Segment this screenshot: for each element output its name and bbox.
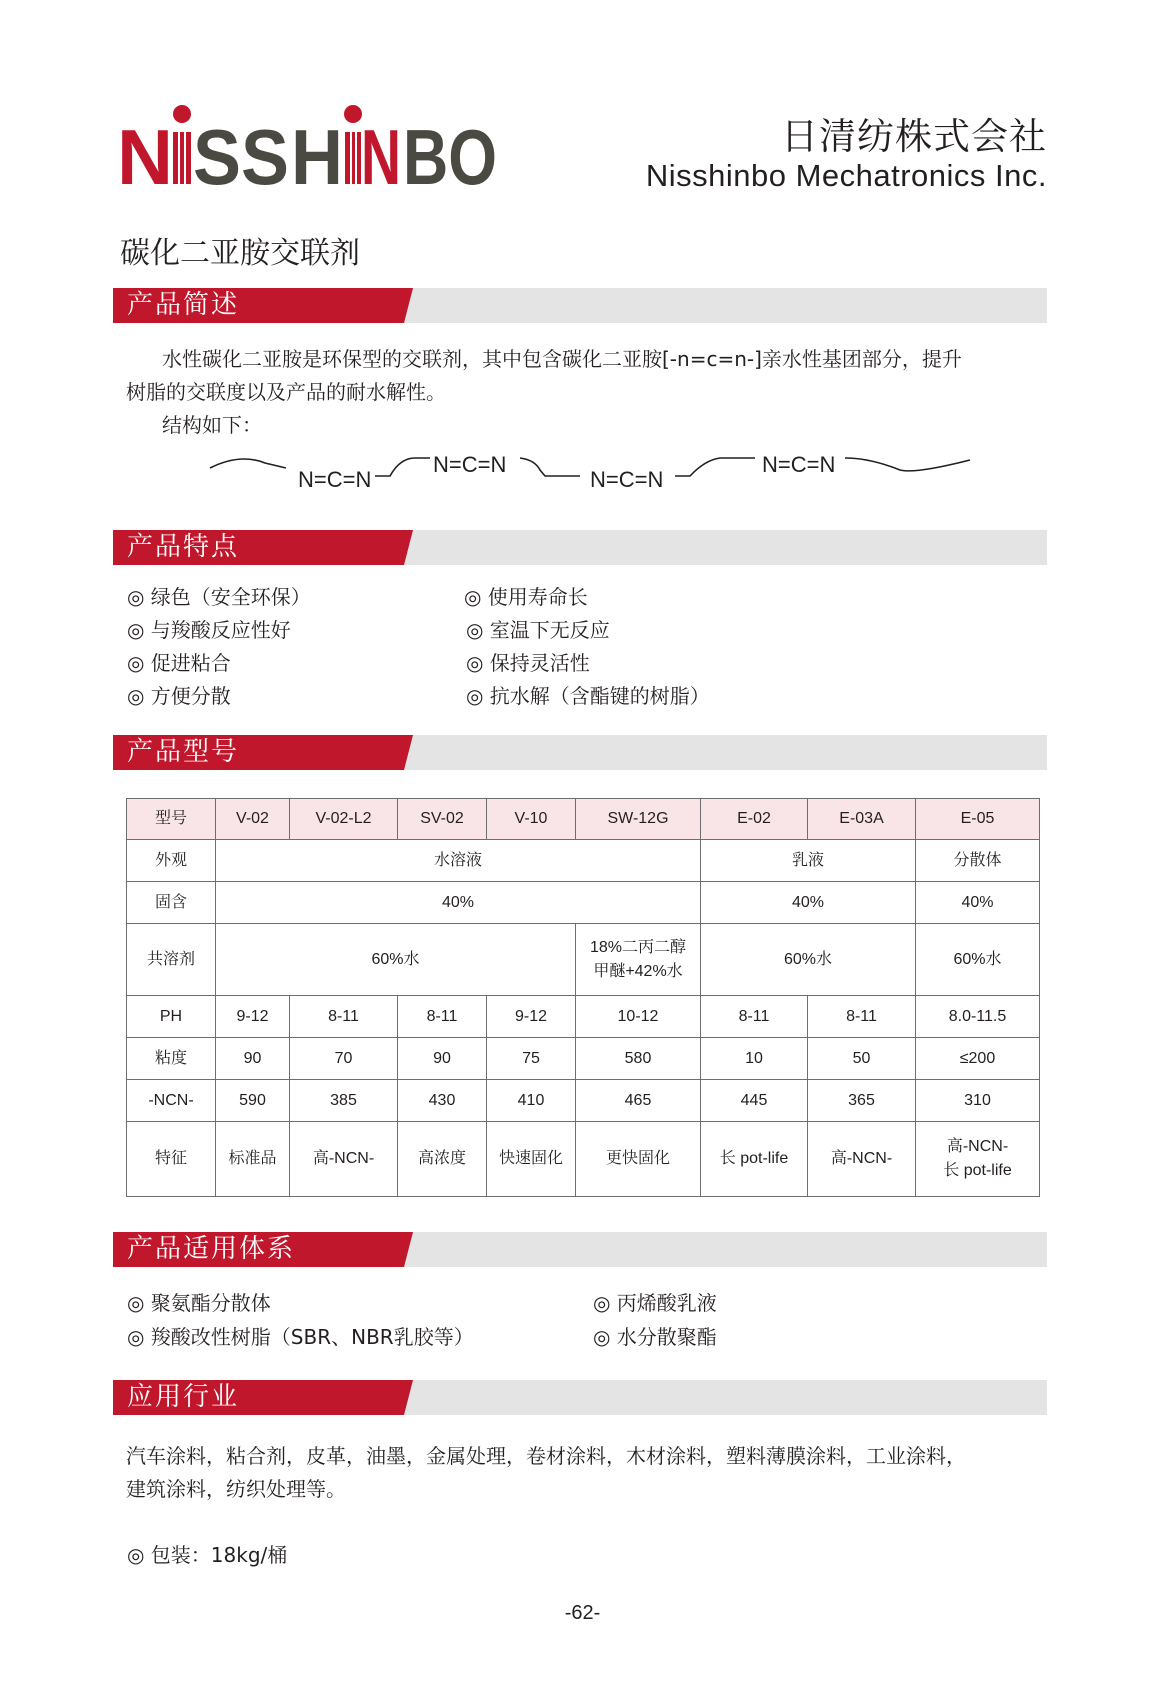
table-cell: 更快固化 xyxy=(576,1122,701,1197)
feature-item: ◎ 使用寿命长 xyxy=(464,585,588,609)
table-cell: 长 pot-life xyxy=(701,1122,808,1197)
table-cell: 75 xyxy=(487,1038,576,1080)
table-cell: 60%水 xyxy=(701,924,916,996)
product-title: 碳化二亚胺交联剂 xyxy=(120,236,360,271)
formula-ncn-2: N=C=N xyxy=(433,452,507,477)
company-name-jp: 日清纺株式会社 xyxy=(781,115,1047,158)
table-cell: 70 xyxy=(290,1038,398,1080)
cell-line: 长 pot-life xyxy=(943,1162,1012,1179)
svg-text:N: N xyxy=(117,113,173,201)
overview-line-1: 水性碳化二亚胺是环保型的交联剂，其中包含碳化二亚胺[-n=c=n-]亲水性基团部分，提升 xyxy=(162,347,962,371)
table-cell: 8-11 xyxy=(398,996,487,1038)
overview-line-2: 树脂的交联度以及产品的耐水解性。 xyxy=(126,380,446,404)
formula-ncn-1: N=C=N xyxy=(298,467,372,492)
section-heading: 产品适用体系 xyxy=(127,1234,296,1264)
header-cell: V-02-L2 xyxy=(290,799,398,840)
table-cell: ≤200 xyxy=(916,1038,1040,1080)
cell-line: 高-NCN- xyxy=(946,1138,1009,1155)
table-cell: 310 xyxy=(916,1080,1040,1122)
table-cell: 60%水 xyxy=(916,924,1040,996)
package-info: ◎ 包装：18kg/桶 xyxy=(127,1543,288,1567)
formula-ncn-3: N=C=N xyxy=(590,467,664,492)
page-number: -62- xyxy=(564,1602,601,1624)
system-item: ◎ 聚氨酯分散体 xyxy=(127,1291,271,1315)
table-cell: 水溶液 xyxy=(216,840,701,882)
table-cell: 580 xyxy=(576,1038,701,1080)
table-cell: 高-NCN- xyxy=(290,1122,398,1197)
feature-item: ◎ 绿色（安全环保） xyxy=(127,585,311,609)
table-cell: 分散体 xyxy=(916,840,1040,882)
feature-item: ◎ 室温下无反应 xyxy=(466,618,610,642)
header-cell: SV-02 xyxy=(398,799,487,840)
table-cell: 8-11 xyxy=(701,996,808,1038)
industries-line-1: 汽车涂料，粘合剂，皮革，油墨，金属处理，卷材涂料，木材涂料，塑料薄膜涂料，工业涂料， xyxy=(126,1444,966,1468)
table-cell: 465 xyxy=(576,1080,701,1122)
nisshinbo-logo xyxy=(117,104,497,201)
header-cell: V-10 xyxy=(487,799,576,840)
row-label: 共溶剂 xyxy=(127,924,216,996)
row-label: 粘度 xyxy=(127,1038,216,1080)
table-cell: 40% xyxy=(916,882,1040,924)
table-cell: 9-12 xyxy=(487,996,576,1038)
table-row xyxy=(127,1122,1040,1197)
header-cell: E-03A xyxy=(808,799,916,840)
table-cell: 385 xyxy=(290,1080,398,1122)
table-cell: 365 xyxy=(808,1080,916,1122)
table-cell: 50 xyxy=(808,1038,916,1080)
table-cell xyxy=(916,1122,1040,1197)
feature-item: ◎ 抗水解（含酯键的树脂） xyxy=(466,684,710,708)
section-header-features xyxy=(113,530,1047,565)
feature-item: ◎ 方便分散 xyxy=(127,684,231,708)
system-item: ◎ 丙烯酸乳液 xyxy=(593,1291,717,1315)
table-row xyxy=(127,996,1040,1038)
svg-text:SS: SS xyxy=(193,113,289,201)
cell-line: 甲醚+42%水 xyxy=(593,962,683,980)
product-model-table xyxy=(126,798,1040,1197)
section-header-overview xyxy=(113,288,1047,323)
table-cell: 10-12 xyxy=(576,996,701,1038)
table-cell: 410 xyxy=(487,1080,576,1122)
svg-text:N: N xyxy=(361,113,401,201)
header-cell: 型号 xyxy=(127,799,216,840)
section-heading: 产品型号 xyxy=(127,737,240,767)
table-row xyxy=(127,1038,1040,1080)
table-cell: 标准品 xyxy=(216,1122,290,1197)
table-cell: 9-12 xyxy=(216,996,290,1038)
cell-line: 18%二丙二醇 xyxy=(589,938,687,956)
section-heading: 产品简述 xyxy=(127,290,240,320)
table-cell: 60%水 xyxy=(216,924,576,996)
table-cell: 8.0-11.5 xyxy=(916,996,1040,1038)
table-cell: 90 xyxy=(216,1038,290,1080)
table-cell: 430 xyxy=(398,1080,487,1122)
table-cell: 快速固化 xyxy=(487,1122,576,1197)
header-cell: E-05 xyxy=(916,799,1040,840)
table-cell: 高浓度 xyxy=(398,1122,487,1197)
table-row xyxy=(127,840,1040,882)
system-item: ◎ 水分散聚酯 xyxy=(593,1325,717,1349)
table-cell: 40% xyxy=(701,882,916,924)
table-cell: 445 xyxy=(701,1080,808,1122)
industries-line-2: 建筑涂料，纺织处理等。 xyxy=(126,1477,346,1501)
section-heading: 应用行业 xyxy=(127,1382,240,1412)
row-label: 特征 xyxy=(127,1122,216,1197)
header-cell: E-02 xyxy=(701,799,808,840)
section-header-models xyxy=(113,735,1047,770)
feature-item: ◎ 保持灵活性 xyxy=(466,651,590,675)
table-row xyxy=(127,1080,1040,1122)
formula-ncn-4: N=C=N xyxy=(762,452,836,477)
row-label: -NCN- xyxy=(127,1080,216,1122)
system-item: ◎ 羧酸改性树脂（SBR、NBR乳胶等） xyxy=(127,1325,474,1349)
section-header-systems xyxy=(113,1232,1047,1267)
row-label: 外观 xyxy=(127,840,216,882)
table-header-row xyxy=(127,799,1040,840)
table-cell: 8-11 xyxy=(808,996,916,1038)
svg-text:H: H xyxy=(291,113,343,201)
table-row xyxy=(127,882,1040,924)
section-header-industries xyxy=(113,1380,1047,1415)
table-row xyxy=(127,924,1040,996)
company-name-en: Nisshinbo Mechatronics Inc. xyxy=(645,158,1047,193)
structure-label: 结构如下： xyxy=(162,413,262,437)
table-cell: 10 xyxy=(701,1038,808,1080)
header-cell: SW-12G xyxy=(576,799,701,840)
table-cell: 590 xyxy=(216,1080,290,1122)
table-cell: 90 xyxy=(398,1038,487,1080)
svg-text:BO: BO xyxy=(403,113,497,201)
table-cell: 乳液 xyxy=(701,840,916,882)
row-label: PH xyxy=(127,996,216,1038)
table-cell: 高-NCN- xyxy=(808,1122,916,1197)
table-cell: 8-11 xyxy=(290,996,398,1038)
feature-item: ◎ 促进粘合 xyxy=(127,651,231,675)
row-label: 固含 xyxy=(127,882,216,924)
section-heading: 产品特点 xyxy=(127,532,240,562)
table-cell: 40% xyxy=(216,882,701,924)
table-cell xyxy=(576,924,701,996)
feature-item: ◎ 与羧酸反应性好 xyxy=(127,618,291,642)
header-cell: V-02 xyxy=(216,799,290,840)
